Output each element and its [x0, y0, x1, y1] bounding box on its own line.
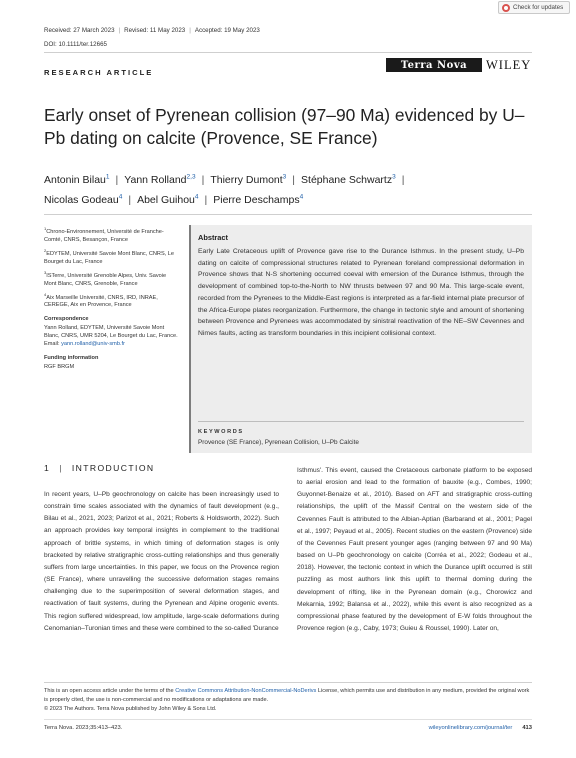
copyright: © 2023 The Authors. Terra Nova published by John Wiley & Sons Ltd. — [44, 706, 217, 712]
publication-dates — [44, 27, 260, 34]
page-number: 413 — [522, 725, 532, 731]
abstract-heading: Abstract — [198, 233, 228, 242]
affiliation: $^4$Aix Marseille Université, CNRS, IRD, INRAE, CEREGE, Aix en Provence, France — [44, 291, 158, 309]
email-link[interactable]: yann.rolland@univ-smb.fr — [61, 341, 125, 348]
date-separator: | — [118, 27, 121, 34]
doi[interactable]: DOI: 10.1111/ter.12665 — [44, 41, 107, 48]
abstract-text: Early Late Cretaceous uplift of Provence gave rise to the Durance Isthmus. In the present study, U–Pb dating on calcite of compressional structures related to Pyrenean foreland compressional deformation in Provence shows that N-S shortening occurred coeval with emersion of the Durance Isthmus, through the development of combined top-to-the-North to NW thrusts between 97 and 90 Ma. This large-scale event, recorded from the Pyrenees to the Middle-East regions is interpreted as a far-field internal plate precursor of the Africa-Europe plates reorganization. Furthermore, the change in tectonic style and amount of shortening between Provence and Pyrenees was accommodated by sinistral reactivation of the NE–SW Cevennes and Nimes faults, acting as transform boundaries in this incipient collisional context. — [198, 248, 524, 337]
citation-divider — [44, 719, 532, 720]
date-separator: | — [189, 27, 191, 34]
funding-text: RGF BRGM — [44, 364, 75, 371]
author-name[interactable]: Thierry Dumont$^3$ — [210, 173, 287, 186]
affiliations-panel — [44, 225, 180, 374]
affiliation: $^1$Chrono-Environnement, Université de Franche-Comté, CNRS, Besançon, France — [44, 226, 164, 243]
abstract-accent-bar — [189, 225, 191, 453]
author-name[interactable]: Stéphane Schwartz$^3$ — [301, 173, 396, 186]
correspondence-text: Yann Rolland, EDYTEM, Université Savoie Mont Blanc, CNRS, UMR 5204, Le Bourget du Lac, France. Email: yann.rolland@univ-smb.fr — [44, 325, 178, 348]
affiliation: $^3$ISTerre, Université Grenoble Alpes, Univ. Savoie Mont Blanc, CNRS, Grenoble, France — [44, 269, 167, 287]
section-separator: | — [59, 463, 63, 473]
keywords-heading: KEYWORDS — [198, 429, 244, 435]
license-link[interactable]: Creative Commons Attribution-NonCommercial-NoDerivs — [175, 688, 317, 694]
authors-divider — [44, 214, 532, 215]
section-number: 1 — [44, 463, 51, 473]
journal-citation: Terra Nova. 2023;35:413–423. — [44, 725, 123, 731]
publisher-logo: WILEY — [486, 58, 532, 72]
author-list: Antonin Bilau$^1$ | Yann Rolland$^{2,3}$ | Thierry Dumont$^3$ | Stéphane Schwartz$^3$ | Nicolas Godeau$^4$ | Abel Guihou$^4$ | Pierre Deschamps$^4$ — [44, 173, 405, 206]
footer-right — [429, 725, 532, 731]
footer-divider — [44, 682, 532, 683]
author-name[interactable]: Abel Guihou$^4$ — [137, 193, 199, 206]
revised-date: Revised: 11 May 2023 — [124, 27, 186, 34]
body-column-right: Isthmus'. This event, caused the Cretaceous carbonate platform to be exposed to aerial erosion and lead to the formation of bauxite (e.g., Combes, 1990; Guyonnet-Benaize et al., 2010). Based on AFT and stratigraphic cross-cutting relationships, the uplift of the Massif Central on the western side of the Cevennes Fault is attributed to the Albian-Aptian (Barbarand et al., 2001; Pagel et al., 1997; Peyaud et al., 2005). Recent studies on the eastern (Provence) side of the Cevennes Fault present younger ages (ranging between 97 and 90 Ma) based on U–Pb geochronology on calcite (Corréa et al., 2022; Godeau et al., 2018). However, the tectonic context in which the Durance uplift occurred is still puzzling as most authors link this uplift to thermal doming during the development of rifting, like in the Pyrenean domain (e.g., Chorowicz and Mekarnia, 1992; Balansa et al., 2022), while this event is also recognized as a compressional phase featured by the development of E-W folds throughout the Provence region (e.g., Caby, 1973; Guieu & Roussel, 1990). Later on, — [297, 467, 532, 633]
author-name[interactable]: Pierre Deschamps$^4$ — [213, 193, 304, 206]
crossmark-icon — [502, 4, 510, 12]
received-date: Received: 27 March 2023 — [44, 27, 115, 34]
section-title: INTRODUCTION — [71, 463, 155, 473]
article-type: RESEARCH ARTICLE — [44, 68, 154, 77]
keywords-text: Provence (SE France), Pyrenean Collision, U–Pb Calcite — [198, 439, 359, 446]
check-for-updates-button[interactable] — [498, 1, 570, 14]
accepted-date: Accepted: 19 May 2023 — [194, 27, 260, 34]
affiliation: $^2$EDYTEM, Université Savoie Mont Blanc, CNRS, Le Bourget du Lac, France — [44, 247, 175, 265]
funding-heading: Funding information — [44, 355, 99, 362]
license-note: This is an open access article under the terms of the Creative Commons Attribution-NonCommercial-NoDerivs License, which permits use and distribution in any medium, provided the original work is properly cited, the use is non-commercial and no modifications or adaptations are made. © 2023 The Authors. Terra Nova published by John Wiley & Sons Ltd. — [44, 688, 530, 712]
author-name[interactable]: Antonin Bilau$^1$ — [44, 173, 110, 186]
correspondence-heading: Correspondence — [44, 316, 89, 323]
journal-url[interactable]: wileyonlinelibrary.com/journal/ter — [428, 725, 513, 731]
check-for-updates-label: Check for updates — [513, 4, 564, 11]
body-column-left: In recent years, U–Pb geochronology on calcite has been increasingly used to constrain time scales associated with the dynamics of fault development (e.g., Bilau et al., 2021, 2023; Parizot et al., 2021; Roberts & Holdsworth, 2022). Such an approach provides key temporal insights in complement to the traditional approach of brittle systems, in which timing of deformation stages is only bracketed by relative stratigraphic cross-cutting relationships and thus generally suffers from large uncertainties. In this paper, we focus on the Provence region (SE France), where unravelling the successive deformation stages remains challenging due to the superimposition of several deformation stages, and reactivation of fault systems, during the Pyrenean and Alpine orogenic events. This region suffered widespread, low amplitude, large-scale deformations during Cenomanian–Turonian times and these were combined to the so-called 'Durance — [44, 491, 279, 632]
author-name[interactable]: Nicolas Godeau$^4$ — [44, 193, 123, 206]
section-heading — [44, 463, 155, 473]
keywords-divider — [198, 421, 524, 422]
header-divider — [44, 52, 532, 53]
article-title: Early onset of Pyrenean collision (97–90 Ma) evidenced by U–Pb dating on calcite (Provence, SE France) — [44, 105, 525, 148]
journal-logo: Terra Nova — [386, 58, 482, 72]
author-name[interactable]: Yann Rolland$^{2,3}$ — [124, 173, 196, 186]
